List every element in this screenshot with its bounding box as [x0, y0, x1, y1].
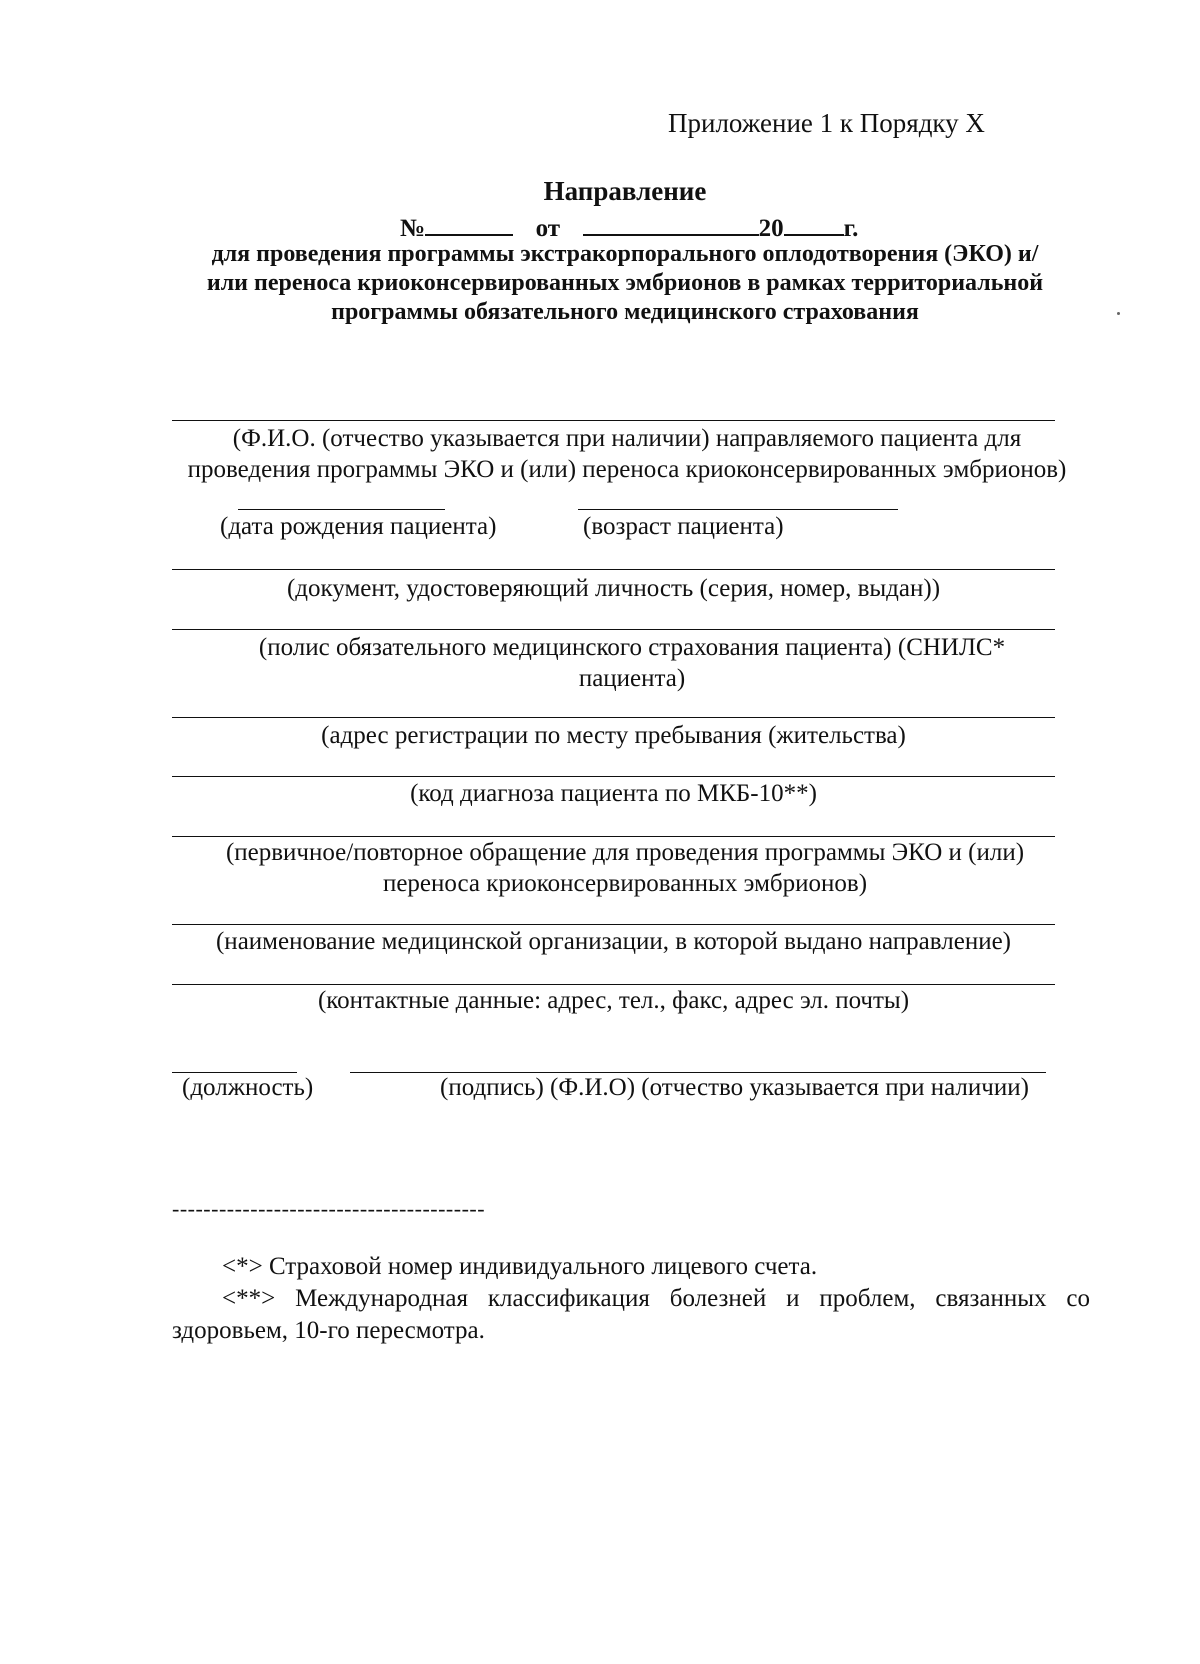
insurance-policy-line[interactable] — [172, 629, 1055, 630]
year-suffix: г. — [843, 215, 859, 242]
age-line[interactable] — [578, 509, 898, 510]
position-caption: (должность) — [182, 1074, 314, 1101]
signature-caption: (подпись) (Ф.И.О) (отчество указывается при наличии) — [440, 1074, 1029, 1101]
position-line[interactable] — [172, 1072, 297, 1073]
address-line[interactable] — [172, 717, 1055, 718]
appendix-reference: Приложение 1 к Порядку X — [668, 108, 985, 138]
age-caption: (возраст пациента) — [583, 513, 784, 540]
contacts-caption: (контактные данные: адрес, тел., факс, адрес эл. почты) — [317, 987, 910, 1014]
year-prefix: 20 — [758, 215, 784, 242]
scan-speck — [1117, 312, 1120, 315]
organization-line[interactable] — [172, 924, 1055, 925]
birth-date-caption: (дата рождения пациента) — [220, 513, 497, 540]
footnote-snils: <*> Страховой номер индивидуального лицевого счета. — [222, 1253, 818, 1280]
address-caption: (адрес регистрации по месту пребывания (жительства) — [321, 722, 906, 749]
year-blank[interactable] — [784, 212, 844, 236]
identity-document-caption: (документ, удостоверяющий личность (серия, номер, выдан)) — [286, 575, 941, 602]
date-blank[interactable] — [583, 212, 759, 236]
from-word: от — [535, 215, 561, 242]
patient-name-caption: (Ф.И.О. (отчество указывается при наличии) направляемого пациента для проведения программы ЭКО и (или) переноса криоконсервированных эмбрионов) — [187, 425, 1067, 483]
diagnosis-caption: (код диагноза пациента по МКБ-10**) — [410, 780, 817, 807]
organization-caption: (наименование медицинской организации, в которой выдано направление) — [215, 928, 1011, 955]
footnote-icd: <**> Международная классификация болезней и проблем, связанных со здоровьем, 10-го пересмотра. — [172, 1285, 1090, 1344]
diagnosis-line[interactable] — [172, 776, 1055, 777]
signature-line[interactable] — [350, 1072, 1046, 1073]
appeal-type-caption: (первичное/повторное обращение для проведения программы ЭКО и (или) переноса криоконсервированных эмбрионов) — [225, 839, 1025, 897]
number-sign: № — [400, 215, 426, 242]
document-subtitle: для проведения программы экстракорпорального оплодотворения (ЭКО) и/или переноса криоконсервированных эмбрионов в рамках территориальной программы обязательного медицинского страхования — [206, 241, 1044, 325]
footnote-separator: ---------------------------------------- — [172, 1196, 486, 1221]
insurance-policy-caption: (полис обязательного медицинского страхования пациента) (СНИЛС* пациента) — [258, 634, 1006, 692]
birth-date-line[interactable] — [238, 509, 445, 510]
identity-document-line[interactable] — [172, 569, 1055, 570]
patient-name-line[interactable] — [172, 420, 1055, 421]
number-date-line — [400, 212, 858, 243]
number-blank[interactable] — [425, 212, 513, 236]
document-title: Направление — [543, 176, 707, 206]
